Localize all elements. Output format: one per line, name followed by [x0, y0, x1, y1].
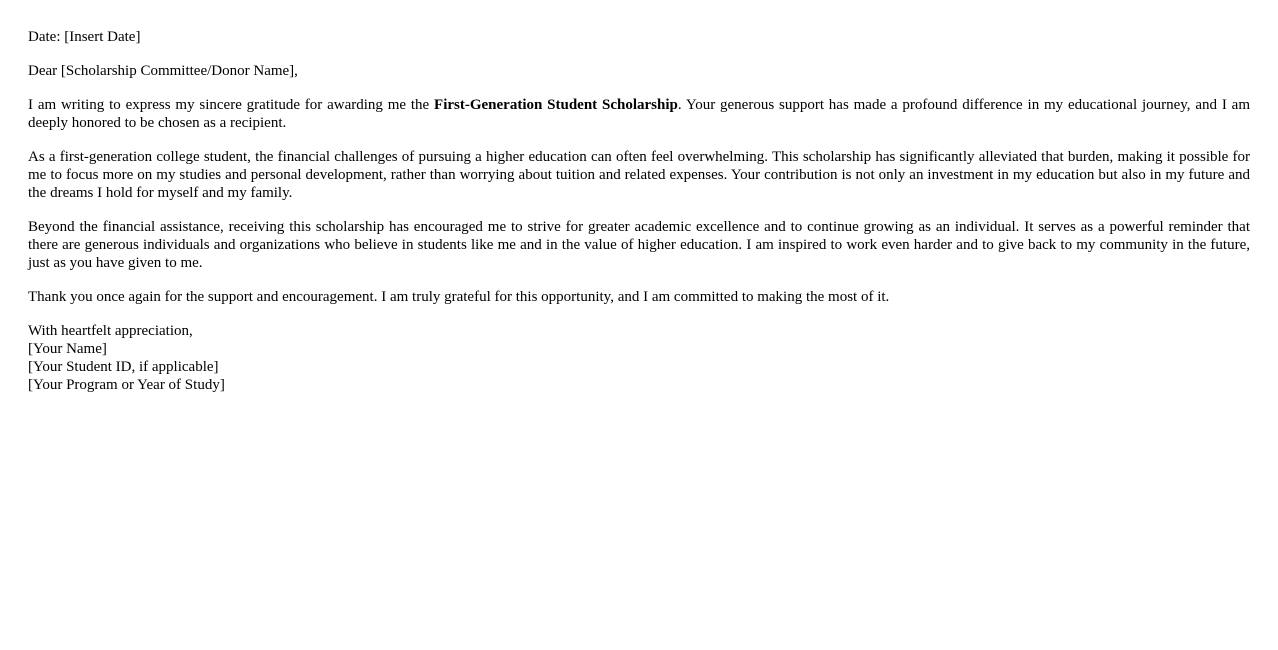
paragraph-gratitude-intro: I am writing to express my sincere gratitude for awarding me the: [28, 97, 435, 113]
signature-block: [28, 322, 1250, 394]
letter-body: [28, 28, 1250, 394]
signature-name: [Your Name]: [28, 341, 107, 357]
paragraph-thanks: Thank you once again for the support and encouragement. I am truly grateful for this opportunity, and I am committed to making the most of it.: [28, 289, 890, 305]
scholarship-name: First-Generation Student Scholarship: [434, 97, 678, 113]
date-line: Date: [Insert Date]: [28, 29, 141, 45]
salutation: Dear [Scholarship Committee/Donor Name],: [28, 63, 298, 79]
paragraph-gratitude-rest: . Your generous support has made a profound difference in my educational journey, and I am deeply honored to be chosen as a recipient.: [28, 97, 1250, 131]
paragraph-gratitude: [28, 96, 1250, 132]
paragraph-financial-impact: As a first-generation college student, the financial challenges of pursuing a higher education can often feel overwhelming. This scholarship has significantly alleviated that burden, making it possible for me to focus more on my studies and personal development, rather than worrying about tuition and related expenses. Your contribution is not only an investment in my education but also in my future and the dreams I hold for myself and my family.: [28, 149, 1250, 201]
signature-program: [Your Program or Year of Study]: [28, 377, 225, 393]
signature-student-id: [Your Student ID, if applicable]: [28, 359, 219, 375]
closing-line: With heartfelt appreciation,: [28, 323, 193, 339]
paragraph-motivation: Beyond the financial assistance, receiving this scholarship has encouraged me to strive for greater academic excellence and to continue growing as an individual. It serves as a powerful reminder that there are generous individuals and organizations who believe in students like me and in the value of higher education. I am inspired to work even harder and to give back to my community in the future, just as you have given to me.: [28, 219, 1250, 271]
